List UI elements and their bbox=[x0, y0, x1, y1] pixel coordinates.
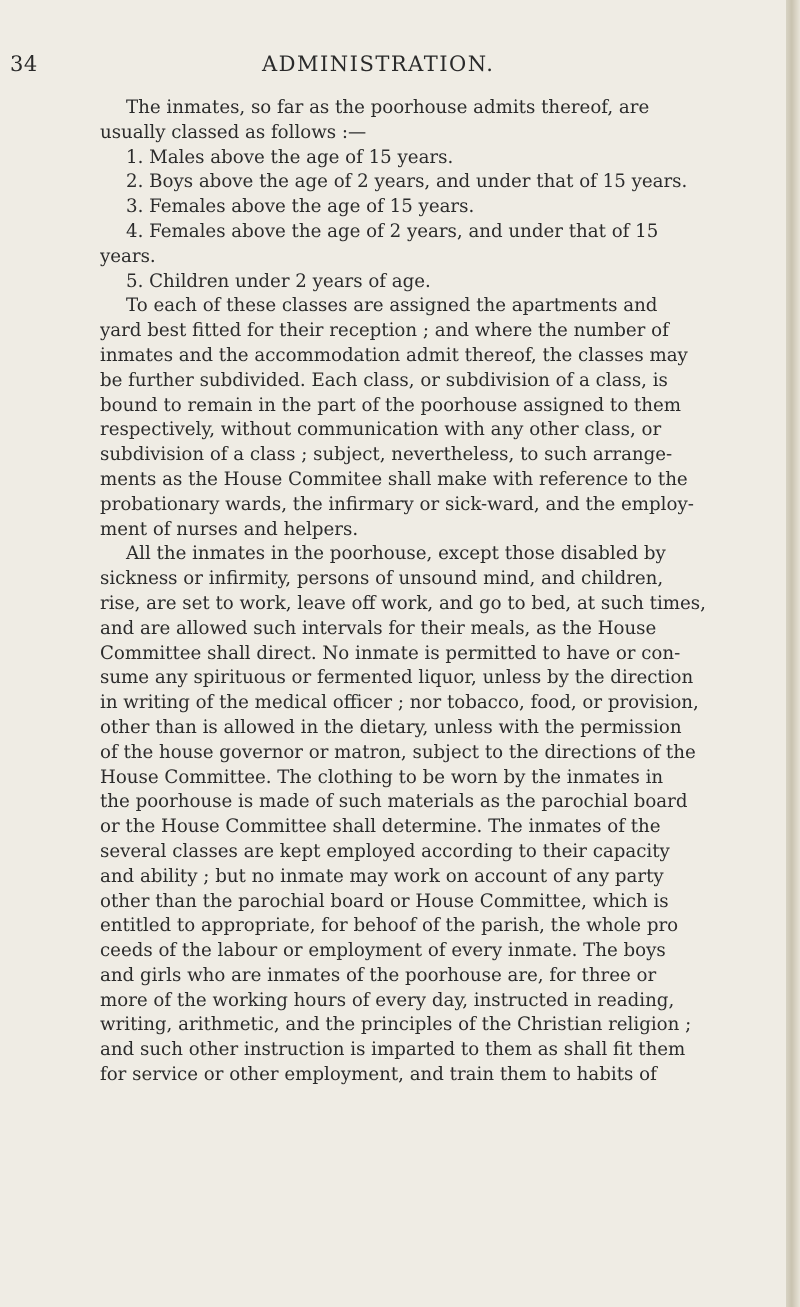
text-line: for service or other employment, and train them to habits of bbox=[100, 1064, 657, 1086]
text-line: To each of these classes are assigned the apartments and bbox=[126, 295, 658, 317]
text-line: years. bbox=[100, 245, 156, 267]
text-line: ments as the House Commitee shall make with reference to the bbox=[100, 468, 688, 490]
text-line: House Committee. The clothing to be worn by the inmates in bbox=[100, 766, 664, 788]
text-line: 5. Children under 2 years of age. bbox=[126, 270, 431, 292]
text-line: entitled to appropriate, for behoof of the parish, the whole pro bbox=[100, 915, 679, 937]
text-line: yard best fitted for their reception ; and where the number of bbox=[100, 320, 669, 342]
text-line: Committee shall direct. No inmate is permitted to have or con- bbox=[100, 642, 681, 664]
text-line: sume any spirituous or fermented liquor, unless by the direction bbox=[100, 667, 694, 689]
text-line: more of the working hours of every day, instructed in reading, bbox=[100, 989, 675, 1011]
text-line: the poorhouse is made of such materials as the parochial board bbox=[100, 791, 688, 813]
text-line: bound to remain in the part of the poorhouse assigned to them bbox=[100, 394, 681, 416]
page-edge bbox=[786, 0, 800, 1307]
text-line: in writing of the medical officer ; nor tobacco, food, or provision, bbox=[100, 692, 699, 714]
text-line: respectively, without communication with any other class, or bbox=[100, 419, 662, 441]
text-line: 1. Males above the age of 15 years. bbox=[126, 146, 454, 168]
text-line: of the house governor or matron, subject to the directions of the bbox=[100, 741, 696, 763]
text-line: be further subdivided. Each class, or subdivision of a class, is bbox=[100, 369, 668, 391]
text-line: subdivision of a class ; subject, nevertheless, to such arrange- bbox=[100, 444, 673, 466]
text-line: and are allowed such intervals for their meals, as the House bbox=[100, 617, 657, 639]
text-line: and such other instruction is imparted to them as shall fit them bbox=[100, 1039, 686, 1061]
text-line: or the House Committee shall determine. The inmates of the bbox=[100, 816, 661, 838]
text-line: other than is allowed in the dietary, unless with the permission bbox=[100, 716, 682, 738]
text-line: and girls who are inmates of the poorhouse are, for three or bbox=[100, 964, 657, 986]
text-line: The inmates, so far as the poorhouse admits thereof, are bbox=[126, 97, 650, 118]
text-line: 4. Females above the age of 2 years, and under that of 15 bbox=[126, 220, 659, 242]
text-line: several classes are kept employed according to their capacity bbox=[100, 840, 670, 862]
text-line: ment of nurses and helpers. bbox=[100, 518, 359, 540]
text-line: sickness or infirmity, persons of unsound mind, and children, bbox=[100, 568, 664, 590]
text-line: other than the parochial board or House Committee, which is bbox=[100, 890, 669, 912]
text-line: All the inmates in the poorhouse, except those disabled by bbox=[126, 543, 666, 565]
text-line: 2. Boys above the age of 2 years, and under that of 15 years. bbox=[126, 171, 688, 193]
body-text bbox=[100, 96, 740, 1088]
text-line: probationary wards, the infirmary or sick-ward, and the employ- bbox=[100, 493, 694, 515]
text-line: ceeds of the labour or employment of every inmate. The boys bbox=[100, 940, 666, 962]
running-head: ADMINISTRATION. bbox=[262, 52, 495, 76]
page-number: 34 bbox=[10, 52, 38, 76]
text-line: inmates and the accommodation admit thereof, the classes may bbox=[100, 344, 688, 366]
text-line: and ability ; but no inmate may work on account of any party bbox=[100, 865, 664, 887]
page-header bbox=[0, 52, 790, 82]
text-line: writing, arithmetic, and the principles of the Christian religion ; bbox=[100, 1014, 692, 1036]
text-line: 3. Females above the age of 15 years. bbox=[126, 196, 475, 218]
text-line: rise, are set to work, leave off work, and go to bed, at such times, bbox=[100, 592, 706, 614]
text-line: usually classed as follows :— bbox=[100, 121, 367, 143]
